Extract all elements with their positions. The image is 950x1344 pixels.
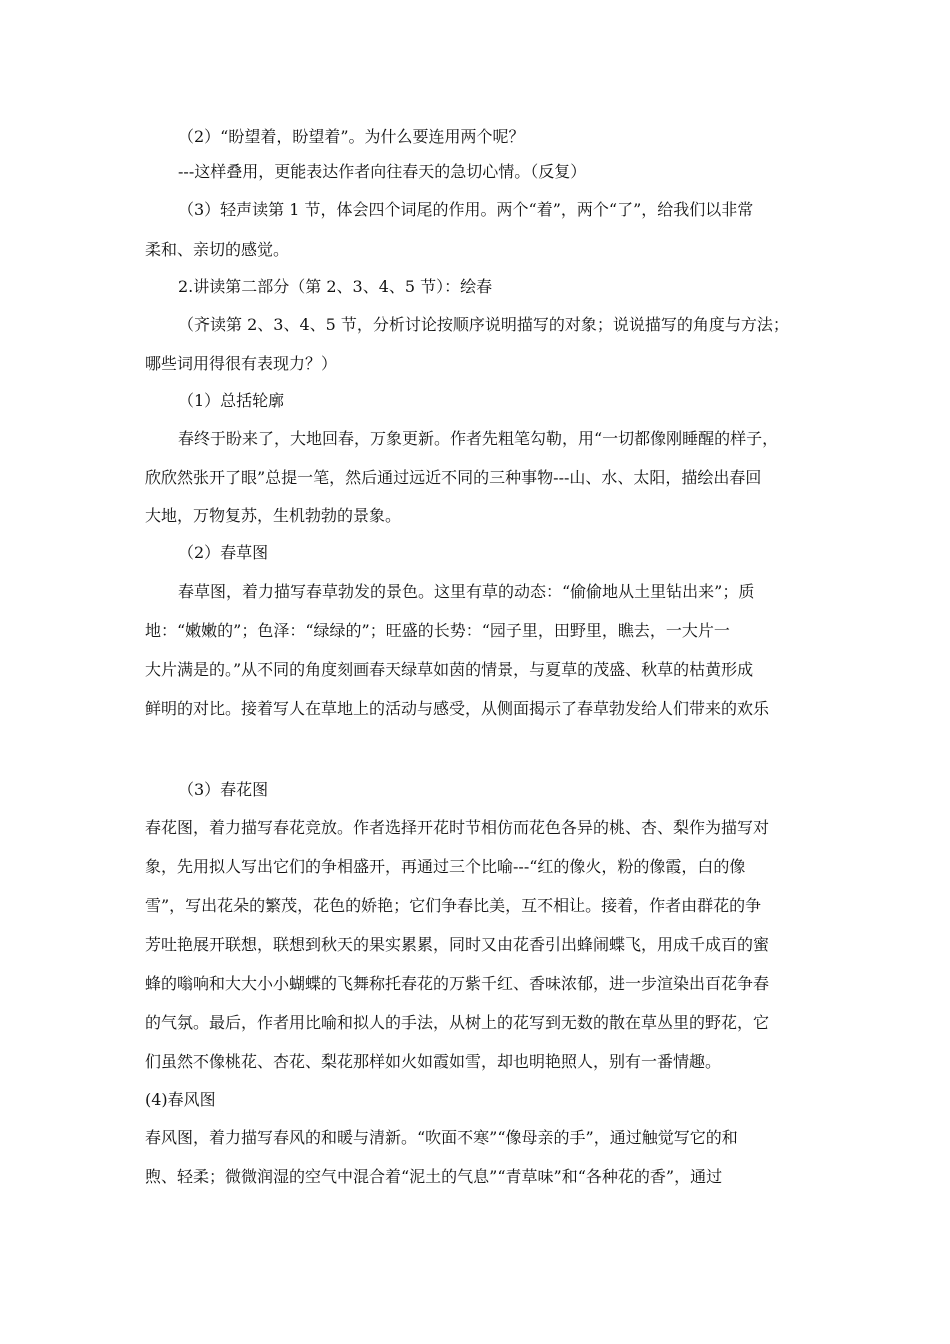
text-line: 春草图，着力描写春草勃发的景色。这里有草的动态：“偷偷地从土里钻出来”；质 (178, 582, 755, 601)
section-heading: 2.讲读第二部分（第 2、3、4、5 节）：绘春 (178, 277, 493, 296)
text-line: （2）“盼望着，盼望着”。为什么要连用两个呢？ (178, 127, 525, 146)
subsection-heading: （3）春花图 (178, 780, 269, 799)
text-line: 大地，万物复苏，生机勃勃的景象。 (145, 506, 402, 525)
text-line: （齐读第 2、3、4、5 节，分析讨论按顺序说明描写的对象；说说描写的角度与方法； (178, 315, 789, 334)
text-line: 欣欣然张开了眼”总提一笔，然后通过远近不同的三种事物---山、水、太阳，描绘出春回 (145, 468, 762, 487)
text-line: 象，先用拟人写出它们的争相盛开，再通过三个比喻---“红的像火，粉的像霞，白的像 (145, 857, 746, 876)
text-line: 鲜明的对比。接着写人在草地上的活动与感受，从侧面揭示了春草勃发给人们带来的欢乐 (145, 699, 770, 718)
text-line: 春风图，着力描写春风的和暖与清新。“吹面不寒”“像母亲的手”，通过触觉写它的和 (145, 1128, 738, 1147)
text-line: 柔和、亲切的感觉。 (145, 240, 290, 259)
text-line: 大片满是的。”从不同的角度刻画春天绿草如茵的情景，与夏草的茂盛、秋草的枯黄形成 (145, 660, 754, 679)
text-line: 煦、轻柔；微微润湿的空气中混合着“泥土的气息”“青草味”和“各种花的香”，通过 (145, 1167, 723, 1186)
text-line: 们虽然不像桃花、杏花、梨花那样如火如霞如雪，却也明艳照人，别有一番情趣。 (145, 1052, 722, 1071)
text-line: 蜂的嗡响和大大小小蝴蝶的飞舞称托春花的万紫千红、香味浓郁，进一步渲染出百花争春 (145, 974, 770, 993)
text-line: 的气氛。最后，作者用比喻和拟人的手法，从树上的花写到无数的散在草丛里的野花，它 (145, 1013, 770, 1032)
subsection-heading: (4)春风图 (145, 1090, 216, 1109)
text-line: （3）轻声读第 1 节，体会四个词尾的作用。两个“着”，两个“了”，给我们以非常 (178, 200, 754, 219)
text-line: 哪些词用得很有表现力？） (145, 354, 338, 373)
text-line: 春花图，着力描写春花竞放。作者选择开花时节相仿而花色各异的桃、杏、梨作为描写对 (145, 818, 770, 837)
text-line: 地：“嫩嫩的”；色泽：“绿绿的”；旺盛的长势：“园子里，田野里，瞧去，一大片一 (145, 621, 730, 640)
text-line: 春终于盼来了，大地回春，万象更新。作者先粗笔勾勒，用“一切都像刚睡醒的样子， (178, 429, 779, 448)
subsection-heading: （2）春草图 (178, 543, 269, 562)
subsection-heading: （1）总括轮廓 (178, 391, 285, 410)
text-line: ---这样叠用，更能表达作者向往春天的急切心情。（反复） (178, 162, 587, 181)
text-line: 芳吐艳展开联想，联想到秋天的果实累累，同时又由花香引出蜂闹蝶飞，用成千成百的蜜 (145, 935, 770, 954)
text-line: 雪”，写出花朵的繁茂，花色的娇艳；它们争春比美，互不相让。接着，作者由群花的争 (145, 896, 762, 915)
